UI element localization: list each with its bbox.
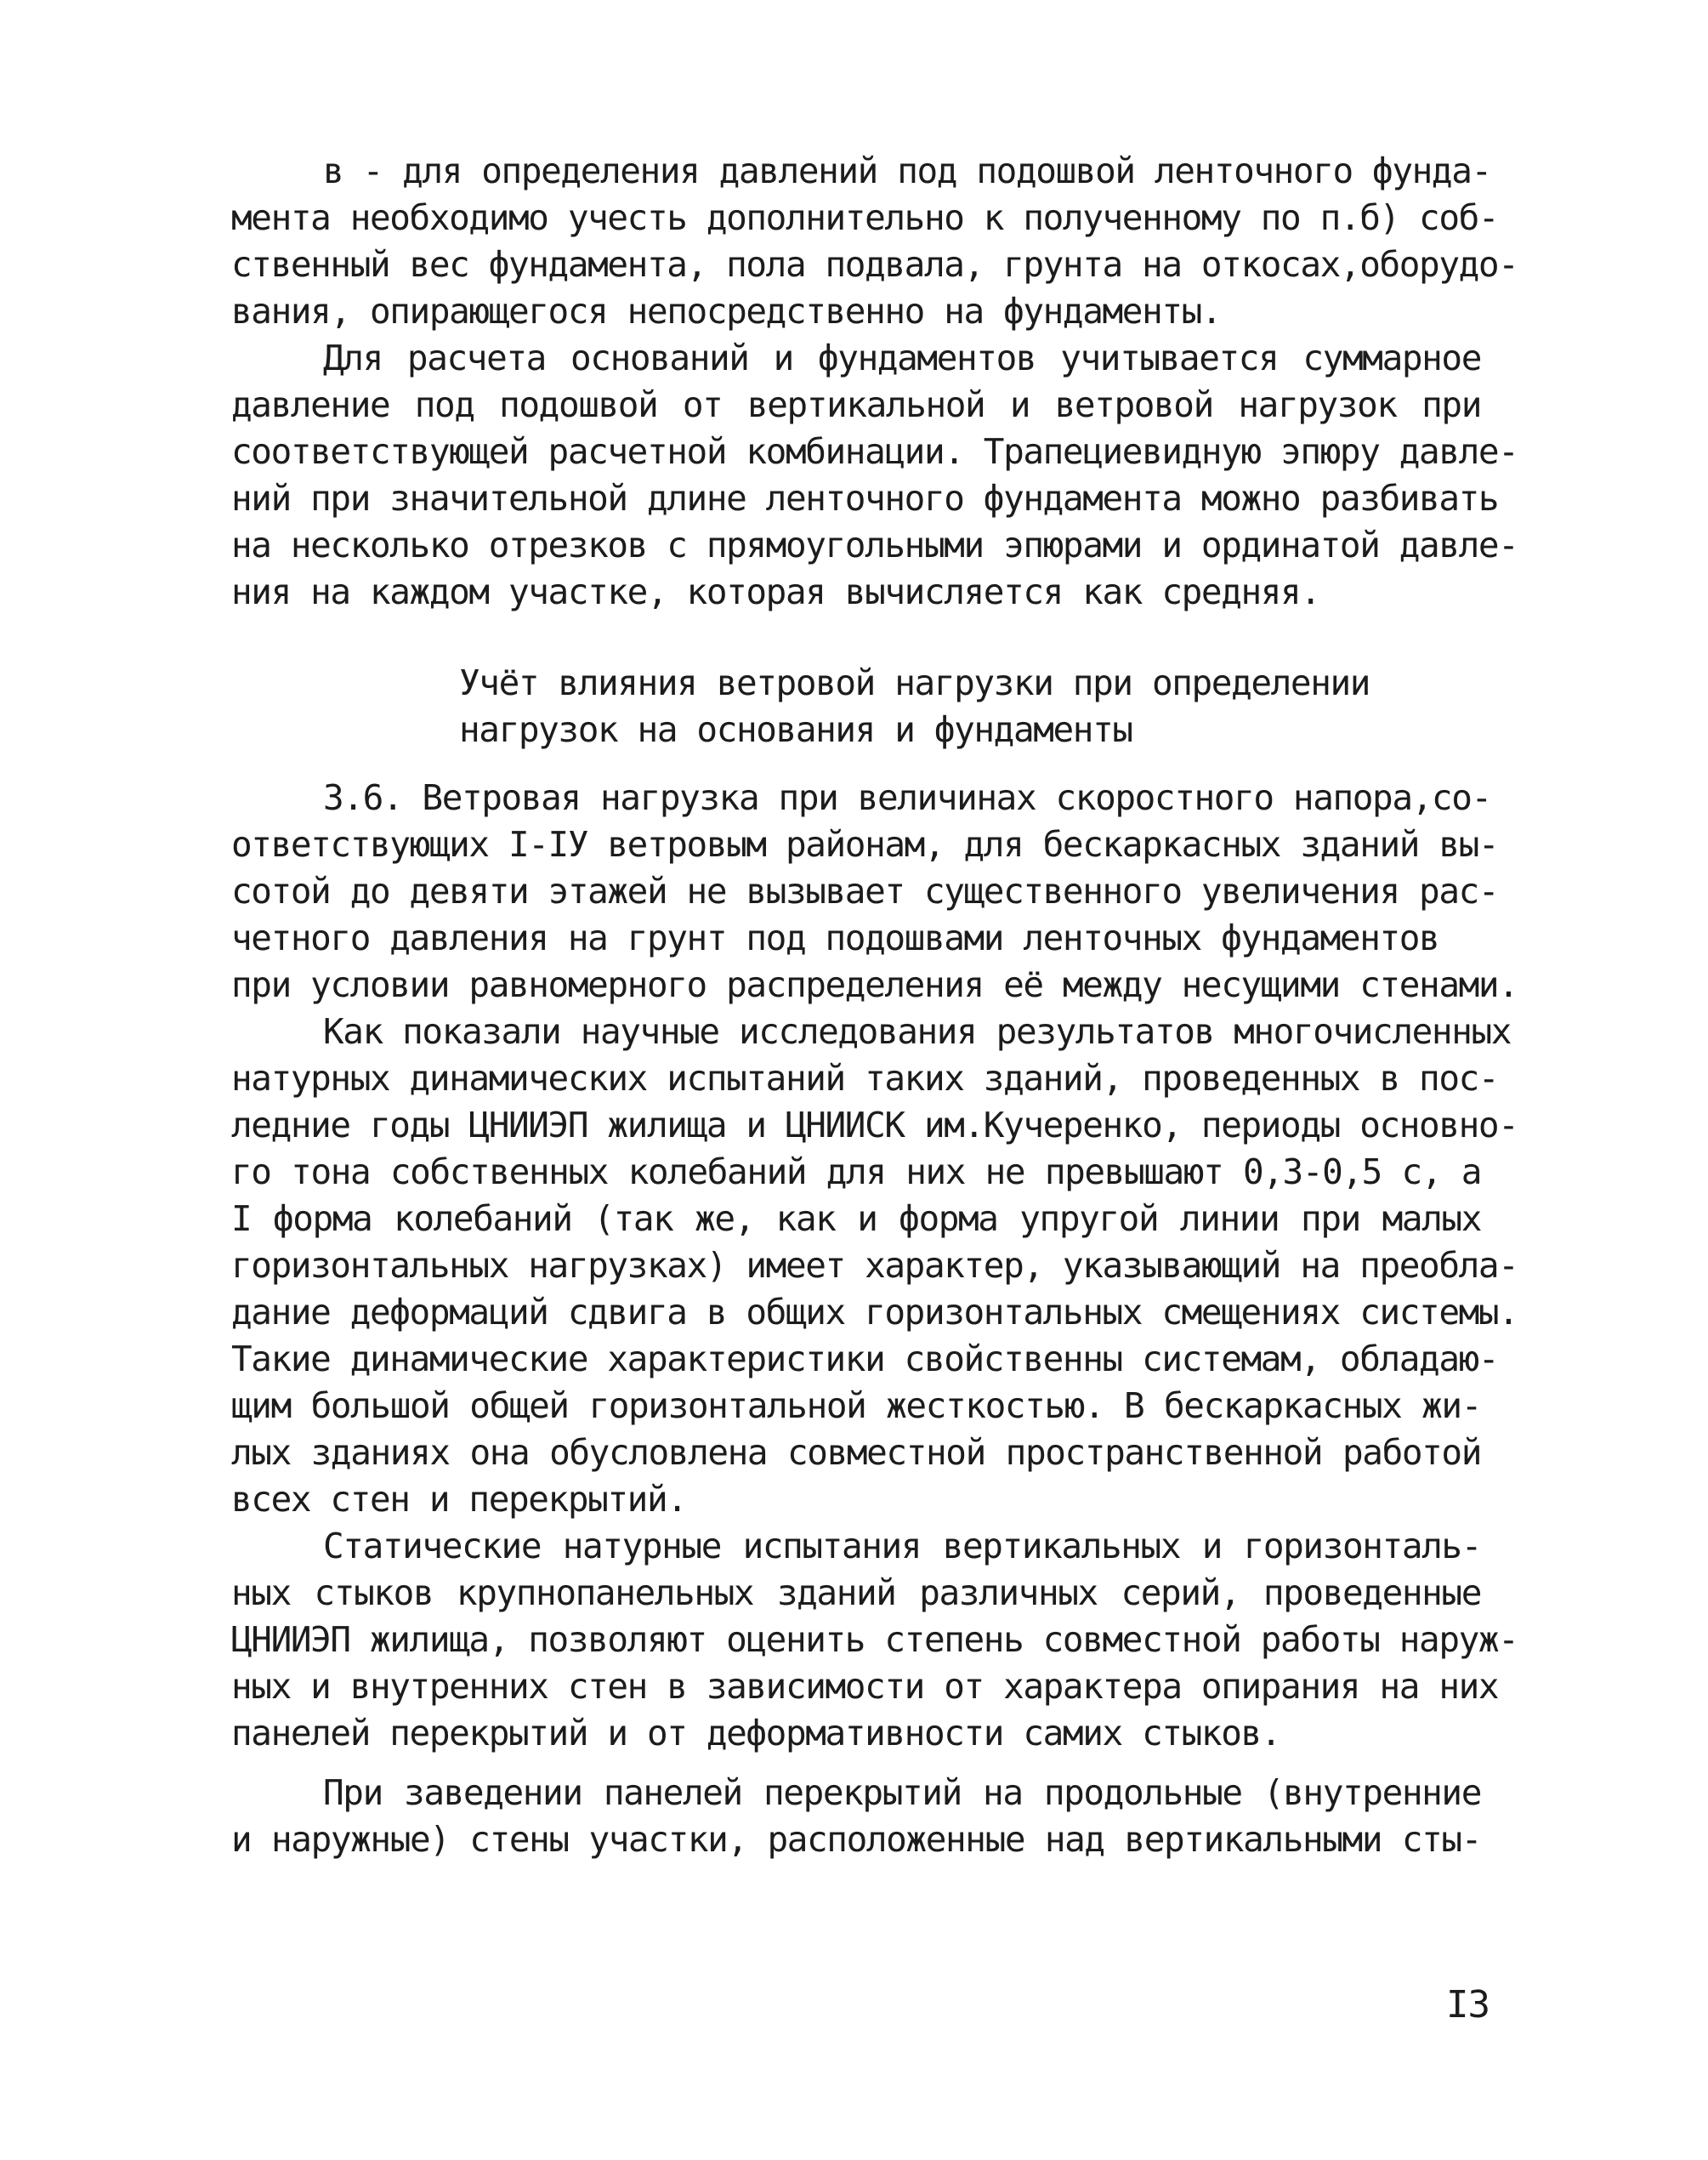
page-number: I3 <box>1446 1983 1490 2026</box>
text-line: давление под подошвой от вертикальной и ветровой нагрузок при <box>231 384 1481 425</box>
text-line: дание деформаций сдвига в общих горизонтальных смещениях системы. <box>231 1292 1518 1333</box>
text-line: щим большой общей горизонтальной жесткостью. В бескаркасных жи- <box>231 1385 1481 1426</box>
text-line: 3.6. Ветровая нагрузка при величинах скоростного напора,со- <box>323 777 1491 818</box>
text-line: го тона собственных колебаний для них не превышают 0,3-0,5 с, а <box>231 1151 1481 1192</box>
text-line: вания, опирающегося непосредственно на фундаменты. <box>231 291 1222 332</box>
text-line: ЦНИИЭП жилища, позволяют оценить степень совместной работы наруж- <box>231 1619 1518 1660</box>
text-line: всех стен и перекрытий. <box>231 1479 687 1520</box>
text-line: панелей перекрытий и от деформативности самих стыков. <box>231 1713 1281 1754</box>
text-line: ственный вес фундамента, пола подвала, грунта на откосах,оборудо- <box>231 244 1518 285</box>
text-line: при условии равномерного распределения её между несущими стенами. <box>231 964 1518 1005</box>
text-line: Статические натурные испытания вертикальных и горизонталь- <box>323 1526 1481 1566</box>
text-line: При заведении панелей перекрытий на продольные (внутренние <box>323 1772 1481 1813</box>
text-line: сотой до девяти этажей не вызывает существенного увеличения рас- <box>231 871 1499 912</box>
section-heading: Учёт влияния ветровой нагрузки при определении <box>459 662 1370 703</box>
text-line: горизонтальных нагрузках) имеет характер, указывающий на преобла- <box>231 1245 1518 1286</box>
text-line: лых зданиях она обусловлена совместной пространственной работой <box>231 1432 1481 1473</box>
text-line: ний при значительной длине ленточного фундамента можно разбивать <box>231 478 1499 519</box>
text-line: Такие динамические характеристики свойственны системам, обладаю- <box>231 1339 1499 1379</box>
text-line: соответствующей расчетной комбинации. Трапециевидную эпюру давле- <box>231 431 1518 472</box>
text-line: ных и внутренних стен в зависимости от характера опирания на них <box>231 1666 1499 1707</box>
text-line: мента необходимо учесть дополнительно к полученному по п.б) соб- <box>231 197 1499 238</box>
text-line: ния на каждом участке, которая вычисляется как средняя. <box>231 571 1320 612</box>
text-line: I форма колебаний (так же, как и форма упругой линии при малых <box>231 1198 1481 1239</box>
text-line: ных стыков крупнопанельных зданий различных серий, проведенные <box>231 1572 1481 1613</box>
section-heading: нагрузок на основания и фундаменты <box>459 709 1132 750</box>
text-line: и наружные) стены участки, расположенные над вертикальными сты- <box>231 1819 1481 1860</box>
text-line: натурных динамических испытаний таких зданий, проведенных в пос- <box>231 1058 1499 1099</box>
text-line: Для расчета оснований и фундаментов учитывается суммарное <box>323 338 1481 378</box>
text-line: ледние годы ЦНИИЭП жилища и ЦНИИСК им.Кучеренко, периоды основно- <box>231 1105 1518 1145</box>
text-line: четного давления на грунт под подошвами ленточных фундаментов <box>231 918 1439 958</box>
text-line: ответствующих I-IУ ветровым районам, для бескаркасных зданий вы- <box>231 824 1499 865</box>
text-line: в - для определения давлений под подошвой ленточного фунда- <box>323 151 1491 191</box>
text-line: на несколько отрезков с прямоугольными эпюрами и ординатой давле- <box>231 525 1518 566</box>
text-line: Как показали научные исследования результатов многочисленных <box>323 1011 1512 1052</box>
